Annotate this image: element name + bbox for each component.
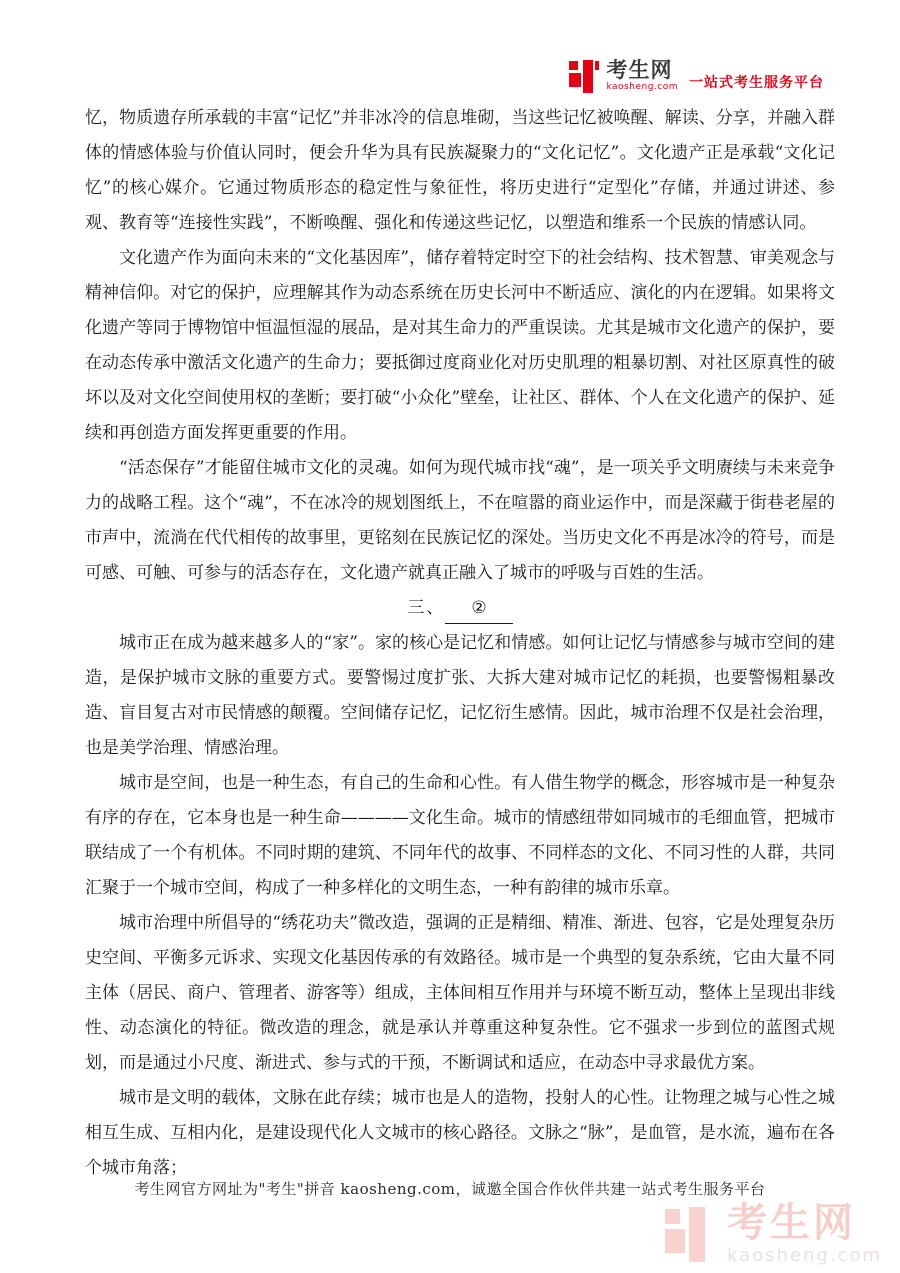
paragraph: 忆，物质遗存所承载的丰富“记忆”并非冰冷的信息堆砌，当这些记忆被唤醒、解读、分享，并融入群体的情感体验与价值认同时，便会升华为具有民族凝聚力的“文化记忆”。文化遗产正是承载“文化记忆”的核心媒介。它通过物质形态的稳定性与象征性，将历史进行“定型化”存储，并通过讲述、参观、教育等“连接性实践”，不断唤醒、强化和传递这些记忆，以塑造和维系一个民族的情感认同。: [85, 108, 835, 233]
paragraph: 城市是空间，也是一种生态，有自己的生命和心性。有人借生物学的概念，形容城市是一种复杂有序的存在，它本身也是一种生命————文化生命。城市的情感纽带如同城市的毛细血管，把城市联结成了一个有机体。不同时期的建筑、不同年代的故事、不同样态的文化、不同习性的人群，共同汇聚于一个城市空间，构成了一种多样化的文明生态，一种有韵律的城市乐章。: [85, 773, 835, 898]
paragraph: 文化遗产作为面向未来的“文化基因库”，储存着特定时空下的社会结构、技术智慧、审美观念与精神信仰。对它的保护，应理解其作为动态系统在历史长河中不断适应、演化的内在逻辑。如果将文化遗产等同于博物馆中恒温恒湿的展品，是对其生命力的严重误读。尤其是城市文化遗产的保护，要在动态传承中激活文化遗产的生命力；要抵御过度商业化对历史肌理的粗暴切割、对社区原真性的破坏以及对文化空间使用权的垄断；要打破“小众化”壁垒，让社区、群体、个人在文化遗产的保护、延续和再创造方面发挥更重要的作用。: [85, 248, 835, 443]
watermark-domain: kaosheng.com: [726, 1245, 882, 1266]
kaosheng-watermark-icon: [665, 1207, 715, 1262]
kaosheng-logo-icon: [569, 60, 599, 94]
page-footer-text: 考生网官方网址为"考生"拼音 kaosheng.com，诚邀全国合作伙伴共建一站式考生服务平台: [134, 1180, 766, 1198]
paragraph: 城市治理中所倡导的“绣花功夫”微改造，强调的正是精细、精准、渐进、包容，它是处理复杂历史空间、平衡多元诉求、实现文化基因传承的有效路径。城市是一个典型的复杂系统，它由大量不同主体（居民、商户、管理者、游客等）组成，主体间相互作用并与环境不断互动，整体上呈现出非线性、动态演化的特征。微改造的理念，就是承认并尊重这种复杂性。它不强求一步到位的蓝图式规划，而是通过小尺度、渐进式、参与式的干预，不断调试和适应，在动态中寻求最优方案。: [85, 913, 835, 1073]
section-heading: [85, 591, 835, 626]
article-body: [85, 101, 835, 1186]
logo-domain: kaosheng.com: [606, 82, 678, 92]
section-number: 三、: [407, 598, 446, 618]
paragraph: “活态保存”才能留住城市文化的灵魂。如何为现代城市找“魂”，是一项关乎文明赓续与未来竞争力的战略工程。这个“魂”，不在冰冷的规划图纸上，不在喧嚣的商业运作中，而是深藏于街巷老屋的市声中，流淌在代代相传的故事里，更铭刻在民族记忆的深处。当历史文化不再是冰冷的符号，而是可感、可触、可参与的活态存在，文化遗产就真正融入了城市的呼吸与百姓的生活。: [85, 458, 835, 583]
kaosheng-logo: [569, 60, 824, 94]
watermark-text-block: [726, 1200, 882, 1266]
paragraph: 城市是文明的载体，文脉在此存续；城市也是人的造物，投射人的心性。让物理之城与心性之城相互生成、互相内化，是建设现代化人文城市的核心路径。文脉之“脉”，是血管，是水流，遍布在各个城市角落；: [85, 1088, 835, 1178]
watermark-brand-name: 考生网: [726, 1200, 856, 1246]
logo-tagline: 一站式考生服务平台: [689, 75, 824, 91]
logo-brand-name: 考生网: [606, 58, 673, 82]
paragraph: 城市正在成为越来越多人的“家”。家的核心是记忆和情感。如何让记忆与情感参与城市空间的建造，是保护城市文脉的重要方式。要警惕过度扩张、大拆大建对城市记忆的耗损，也要警惕粗暴改造、盲目复古对市民情感的颠覆。空间储存记忆，记忆衍生感情。因此，城市治理不仅是社会治理，也是美学治理、情感治理。: [85, 633, 835, 758]
fill-in-blank-answer: ②: [445, 593, 512, 624]
kaosheng-watermark: [665, 1200, 882, 1266]
logo-text-block: [606, 60, 678, 92]
